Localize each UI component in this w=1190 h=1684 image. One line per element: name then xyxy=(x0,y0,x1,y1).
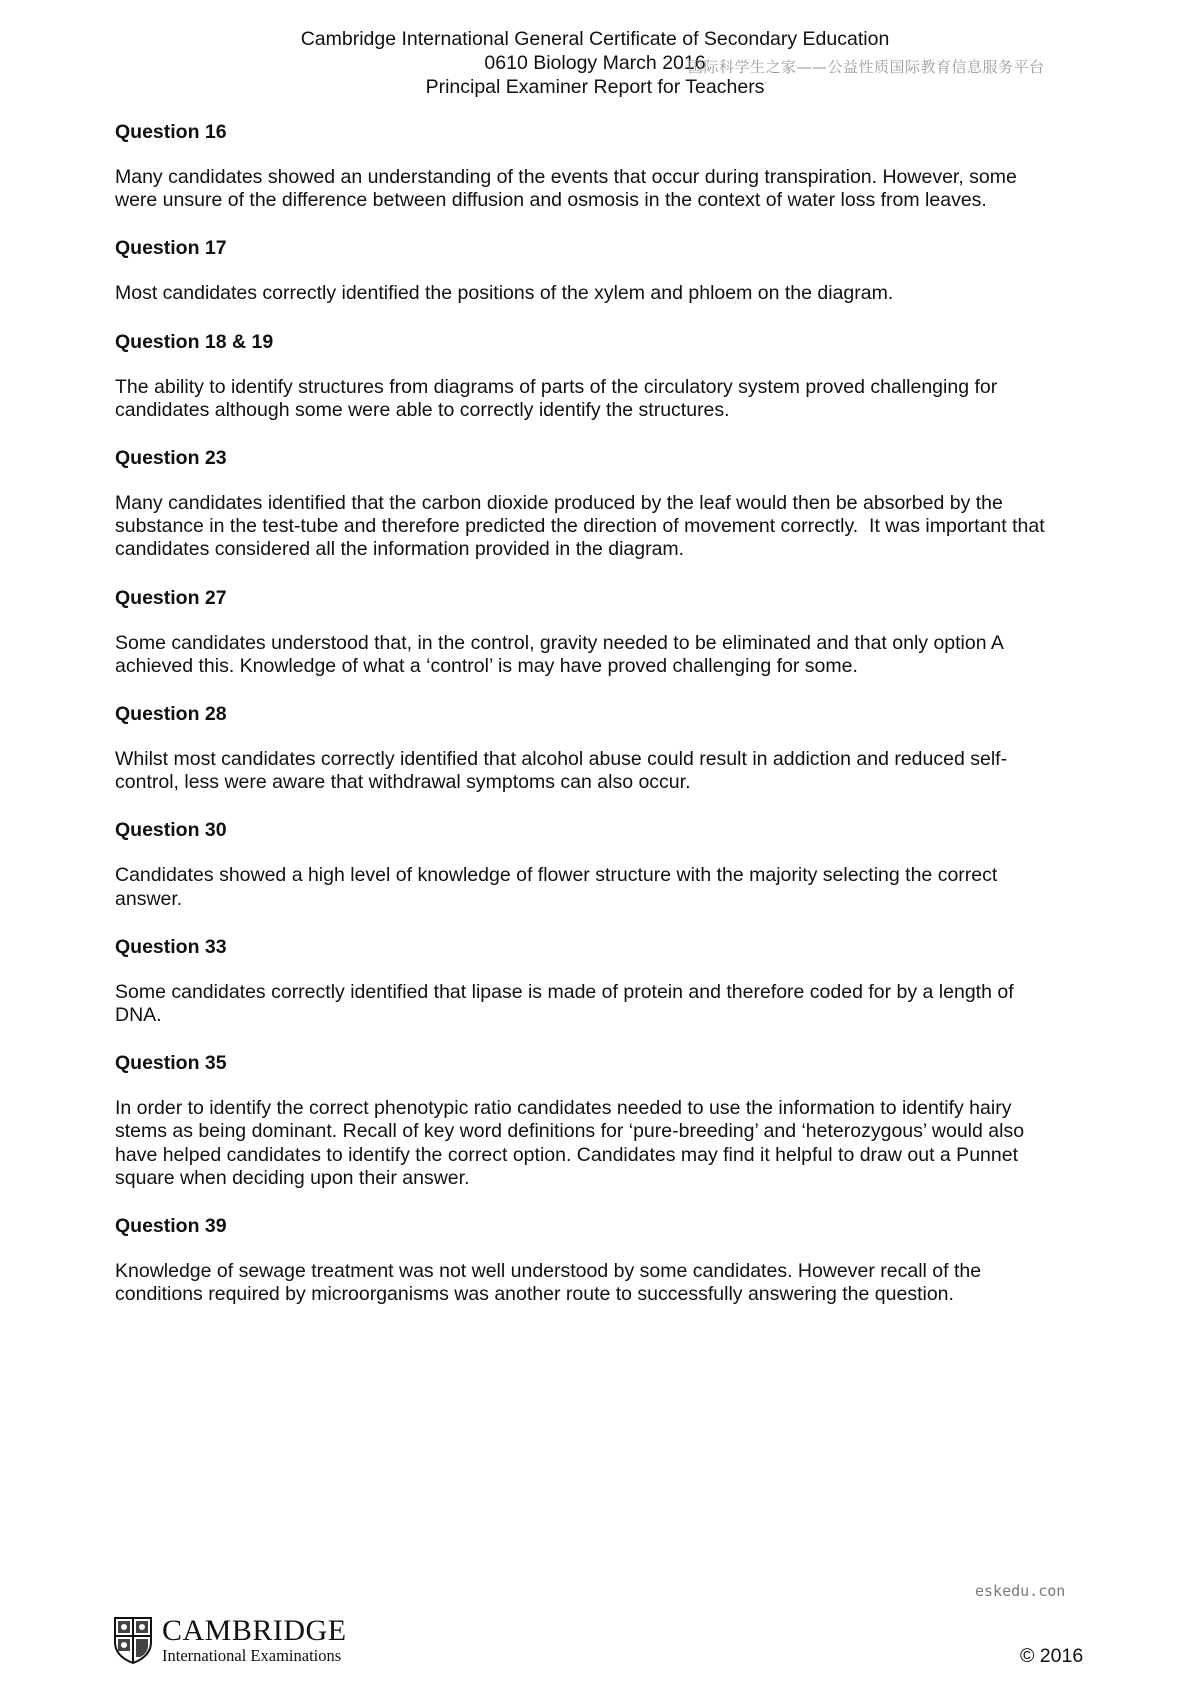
logo-subtitle: International Examinations xyxy=(162,1645,342,1665)
header-line-2: 0610 Biology March 2016 xyxy=(484,52,706,74)
cambridge-shield-icon xyxy=(113,1616,153,1664)
question-section xyxy=(115,330,1085,422)
question-section xyxy=(115,818,1085,910)
question-title: Question 18 & 19 xyxy=(115,330,274,353)
cambridge-logo xyxy=(113,1614,347,1666)
question-section xyxy=(115,446,1085,562)
question-body: Some candidates correctly identified that lipase is made of protein and therefore coded for by a length of DNA. xyxy=(115,980,1014,1027)
question-title: Question 23 xyxy=(115,447,227,470)
question-body: Most candidates correctly identified the positions of the xylem and phloem on the diagram. xyxy=(115,282,894,305)
question-section xyxy=(115,935,1085,1027)
question-title: Question 27 xyxy=(115,586,227,609)
question-section xyxy=(115,1051,1085,1190)
question-title: Question 39 xyxy=(115,1215,227,1238)
question-title: Question 33 xyxy=(115,935,227,958)
copyright: © 2016 xyxy=(1020,1645,1084,1667)
logo-title: CAMBRIDGE xyxy=(162,1613,347,1647)
question-body: The ability to identify structures from diagrams of parts of the circulatory system proved challenging for candidates although some were able to correctly identify the structures. xyxy=(115,375,998,421)
report-content xyxy=(115,120,1085,1330)
question-section xyxy=(115,236,1085,305)
question-body: Candidates showed a high level of knowledge of flower structure with the majority selecting the correct answer. xyxy=(115,864,998,910)
question-body: Knowledge of sewage treatment was not well understood by some candidates. However recall of the conditions required by microorganisms was another route to successfully answering the question. xyxy=(115,1260,982,1306)
question-body: Many candidates identified that the carbon dioxide produced by the leaf would then be absorbed by the substance in the test-tube and therefore predicted the direction of movement correctly. It was important that candidates considered all the information provided in the diagram. xyxy=(115,492,1045,561)
question-title: Question 35 xyxy=(115,1052,227,1075)
question-body: Some candidates understood that, in the control, gravity needed to be eliminated and that only option A achieved this. Knowledge of what a ‘control’ is may have proved challenging for some. xyxy=(115,631,1004,677)
question-section xyxy=(115,1214,1085,1306)
question-body: Whilst most candidates correctly identified that alcohol abuse could result in addiction and reduced self- control, less were aware that withdrawal symptoms can also occur. xyxy=(115,748,1008,794)
question-body: In order to identify the correct phenotypic ratio candidates needed to use the information to identify hairy stems as being dominant. Recall of key word definitions for ‘pure-breeding’ and ‘heterozygous’ would also have helped candidates to identify the correct option. Candidates may find it helpful to draw out a Punnet square when deciding upon their answer. xyxy=(115,1097,1025,1189)
question-body: Many candidates showed an understanding of the events that occur during transpiration. However, some were unsure of the difference between diffusion and osmosis in the context of water loss from leaves. xyxy=(115,166,1017,212)
question-section xyxy=(115,120,1085,212)
site-watermark: eskedu.con xyxy=(975,1582,1066,1600)
header-line-3: Principal Examiner Report for Teachers xyxy=(425,76,765,98)
watermark-text: 国际科学生之家——公益性质国际教育信息服务平台 xyxy=(688,58,1045,76)
question-title: Question 17 xyxy=(115,237,227,260)
question-section xyxy=(115,586,1085,678)
question-title: Question 28 xyxy=(115,703,227,726)
question-title: Question 30 xyxy=(115,819,227,842)
header-line-1: Cambridge International General Certificate of Secondary Education xyxy=(300,28,890,50)
question-section xyxy=(115,702,1085,794)
question-title: Question 16 xyxy=(115,121,227,143)
